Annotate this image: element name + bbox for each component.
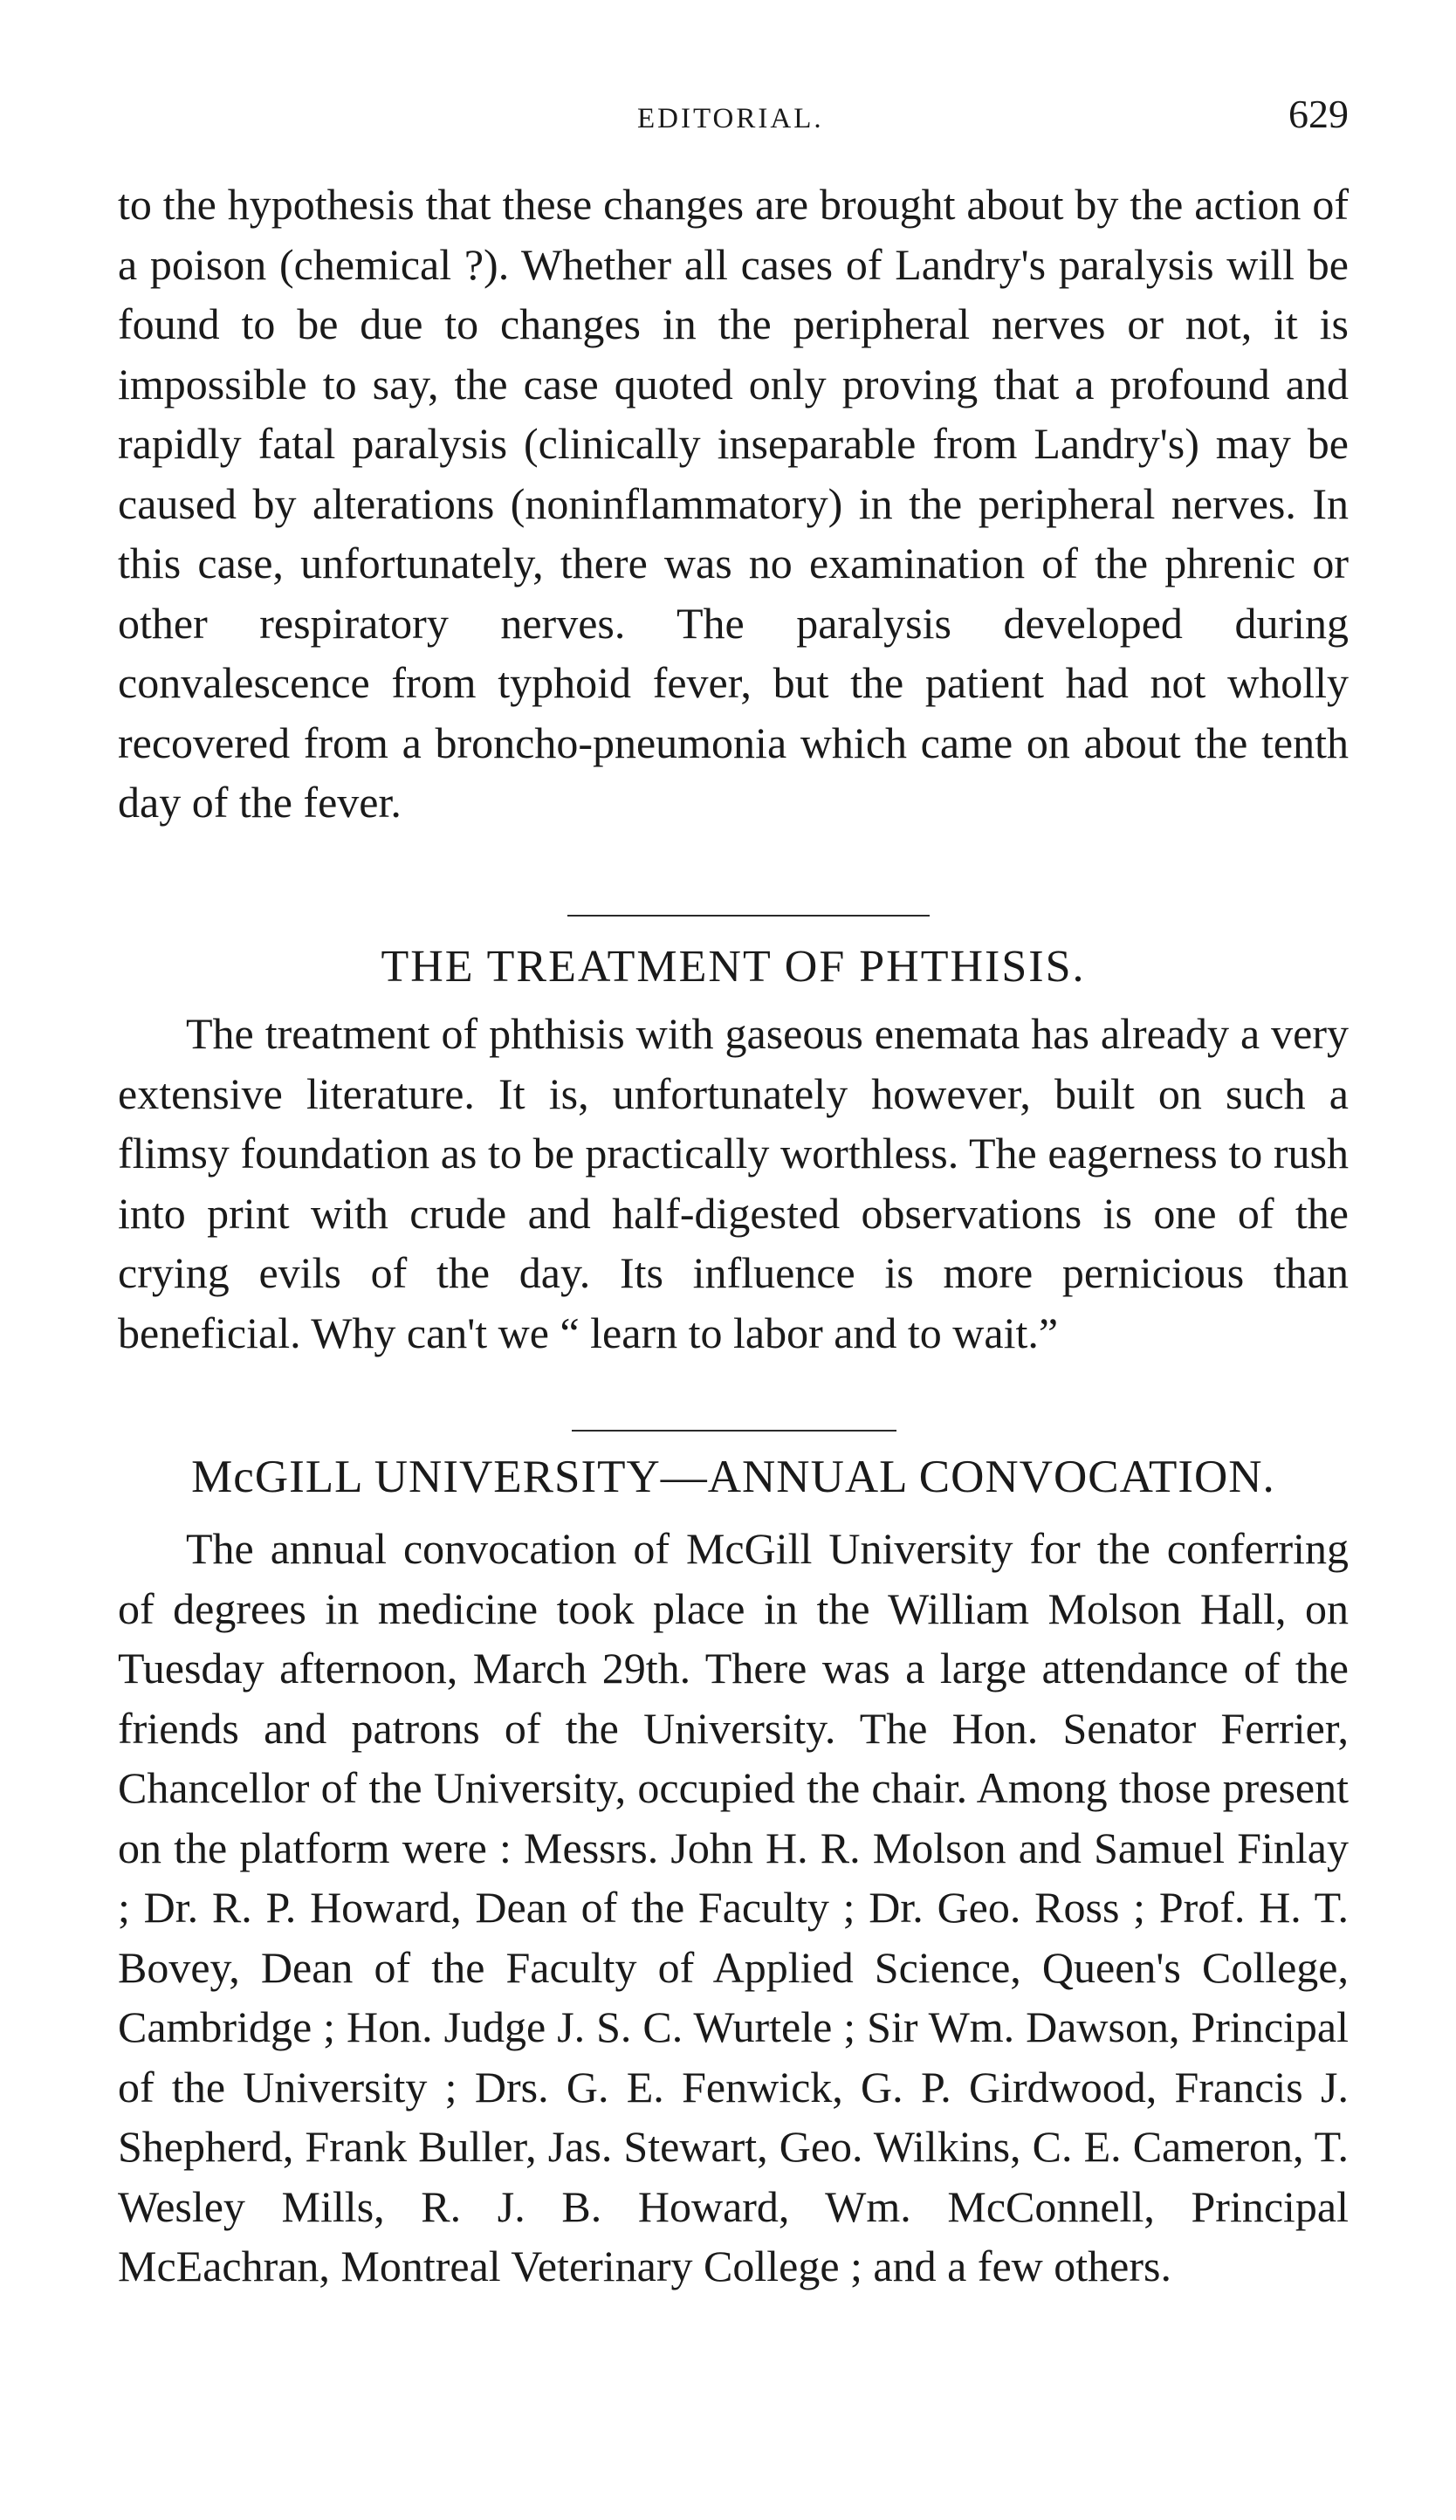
mcgill-paragraph-block [118, 1519, 1349, 2297]
continued-paragraph-block [118, 175, 1349, 833]
running-head-title: EDITORIAL. [637, 103, 824, 134]
running-head [118, 87, 1349, 140]
mcgill-paragraph: The annual convocation of McGill University for the conferring of degrees in medicine took place in the William Molson Hall, on Tuesday afternoon, March 29th. There was a large attendance of the friends and patrons of the University. The Hon. Senator Ferrier, Chancellor of the University, occupied the chair. Among those present on the platform were : Messrs. John H. R. Molson and Samuel Finlay ; Dr. R. P. Howard, Dean of the Faculty ; Dr. Geo. Ross ; Prof. H. T. Bovey, Dean of the Faculty of Applied Science, Queen's College, Cambridge ; Hon. Judge J. S. C. Wurtele ; Sir Wm. Dawson, Principal of the University ; Drs. G. E. Fenwick, G. P. Girdwood, Francis J. Shepherd, Frank Buller, Jas. Stewart, Geo. Wilkins, C. E. Cameron, T. Wesley Mills, R. J. B. Howard, Wm. McConnell, Principal McEachran, Montreal Veterinary College ; and a few others. [118, 1524, 1349, 2290]
section-heading-phthisis: THE TREATMENT OF PHTHISIS. [381, 942, 1086, 992]
page-number: 629 [1288, 92, 1349, 136]
phthisis-paragraph: The treatment of phthisis with gaseous enemata has already a very extensive literature. It is, unfortunately however, built on such a flimsy foundation as to be practically worthless. The eagerness to rush into print with crude and half-digested observations is one of the crying evils of the day. Its influence is more pernicious than beneficial. Why can't we “ learn to labor and to wait.” [118, 1009, 1349, 1357]
section-divider-rule [572, 1430, 896, 1432]
section-heading-mcgill: McGILL UNIVERSITY—ANNUAL CONVOCATION. [191, 1452, 1275, 1502]
phthisis-paragraph-block [118, 1004, 1349, 1363]
section-divider-rule [567, 915, 930, 917]
continued-paragraph: to the hypothesis that these changes are brought about by the action of a poison (chemical ?). Whether all cases of Landry's paralysis will be found to be due to changes in the peripheral nerves or not, it is impossible to say, the case quoted only proving that a profound and rapidly fatal paralysis (clinically inseparable from Landry's) may be caused by alterations (noninflammatory) in the peripheral nerves. In this case, unfortunately, there was no examination of the phrenic or other respiratory nerves. The paralysis developed during convalescence from typhoid fever, but the patient had not wholly recovered from a broncho-pneumonia which came on about the tenth day of the fever. [118, 180, 1349, 827]
